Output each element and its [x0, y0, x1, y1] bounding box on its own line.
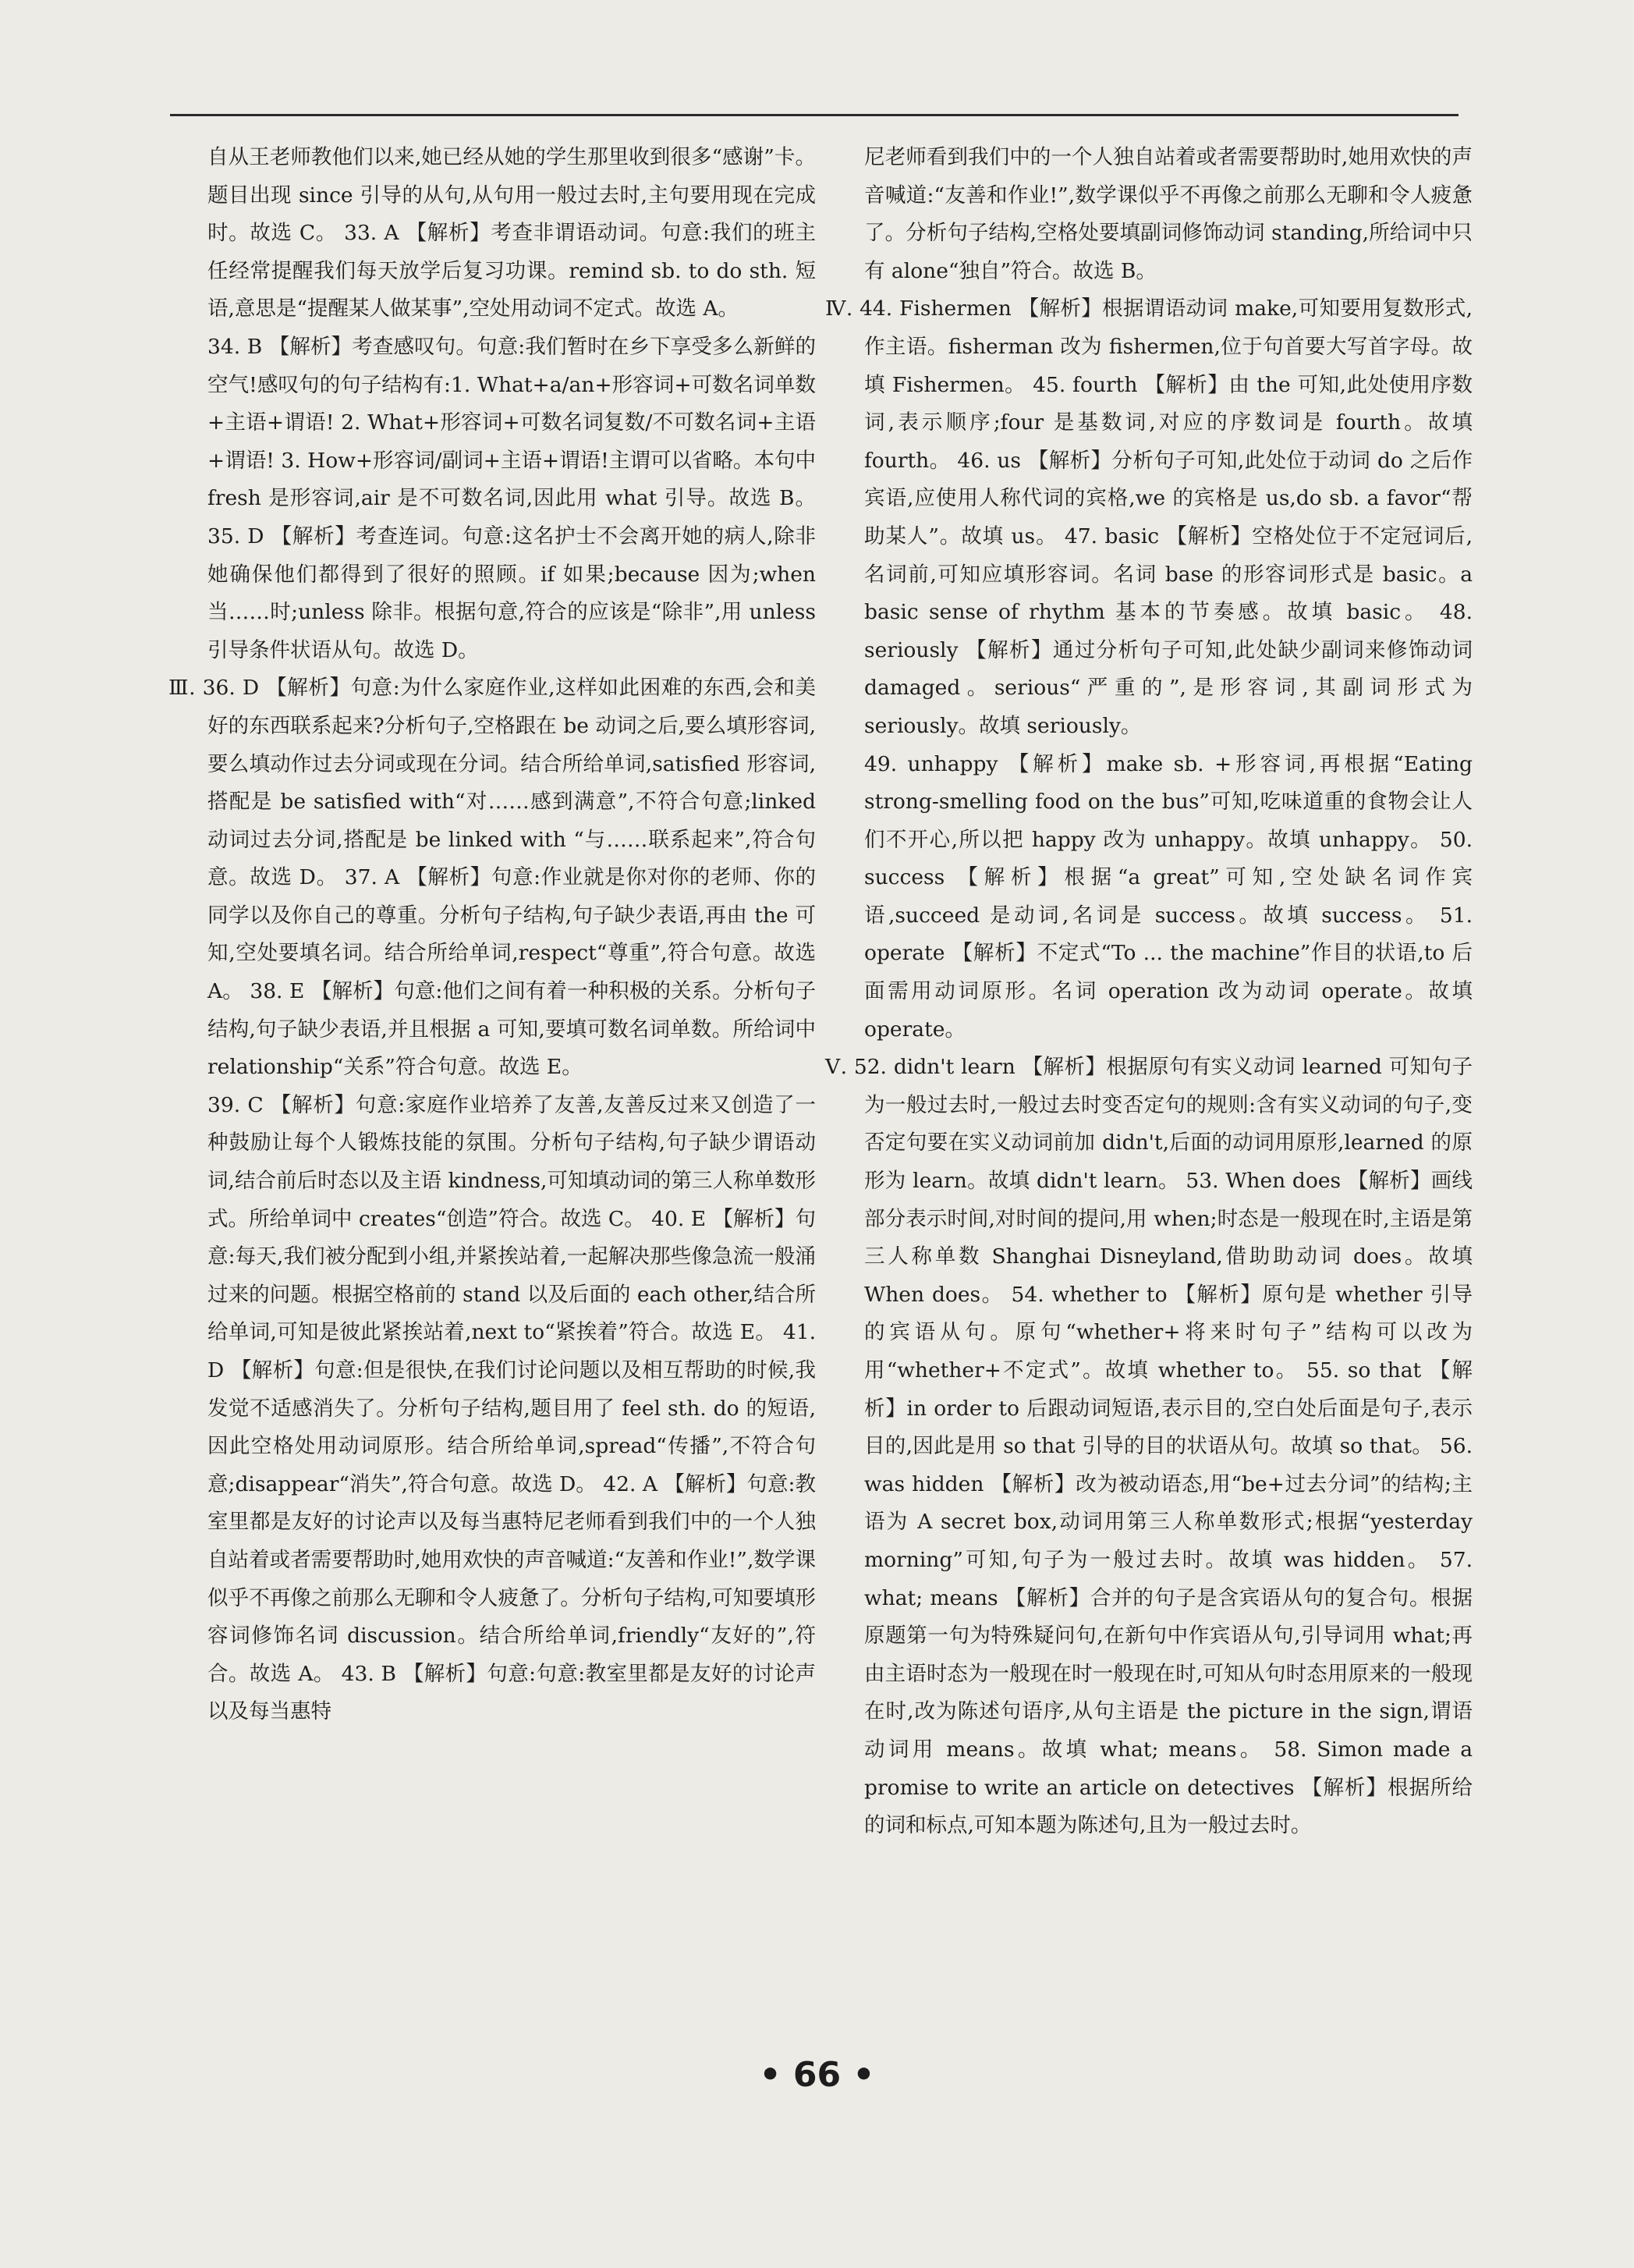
page-number: • 66 • [759, 2055, 875, 2095]
paragraph-p4: 39. C 【解析】句意:家庭作业培养了友善,友善反过来又创造了一种鼓励让每个人锻炼技能的氛围。分析句子结构,句子缺少谓语动词,结合前后时态以及主语 kindness,可知填动词的第三人称单数形式。所给单词中 creates“创造”符合。故选 C。 40. E 【解析】句意:每天,我们被分配到小组,并紧挨站着,一起解决那些像急流一般涌过来的问题。根据空格前的 stand 以及后面的 each other,结合所给单词,可知是彼此紧挨站着,next to“紧挨着”符合。故选 E。 41. D 【解析】句意:但是很快,在我们讨论问题以及相互帮助的时候,我发觉不适感消失了。分析句子结构,题目用了 feel sth. do 的短语,因此空格处用动词原形。结合所给单词,spread“传播”,不符合句意;disappear“消失”,符合句意。故选 D。 42. A 【解析】句意:教室里都是友好的讨论声以及每当惠特尼老师看到我们中的一个人独自站着或者需要帮助时,她用欢快的声音喊道:“友善和作业!”,数学课似乎不再像之前那么无聊和令人疲惫了。分析句子结构,可知要填形容词修饰名词 discussion。结合所给单词,friendly“友好的”,符合。故选 A。 43. B 【解析】句意:句意:教室里都是友好的讨论声以及每当惠特 [207, 1092, 816, 1724]
paragraph-p5: 尼老师看到我们中的一个人独自站着或者需要帮助时,她用欢快的声音喊道:“友善和作业!”,数学课似乎不再像之前那么无聊和令人疲惫了。分析句子结构,空格处要填副词修饰动词 standing,所给词中只有 alone“独自”符合。故选 B。 [864, 145, 1473, 283]
paragraph-p3: Ⅲ. 36. D 【解析】句意:为什么家庭作业,这样如此困难的东西,会和美好的东西联系起来?分析句子,空格跟在 be 动词之后,要么填形容词,要么填动作过去分词或现在分词。结合所给单词,satisfied 形容词,搭配是 be satisfied with“对……感到满意”,不符合句意;linked 动词过去分词,搭配是 be linked with “与……联系起来”,符合句意。故选 D。 37. A 【解析】句意:作业就是你对你的老师、你的同学以及你自己的尊重。分析句子结构,句子缺少表语,再由 the 可知,空处要填名词。结合所给单词,respect“尊重”,符合句意。故选 A。 38. E 【解析】句意:他们之间有着一种积极的关系。分析句子结构,句子缺少表语,并且根据 a 可知,要填可数名词单数。所给词中 relationship“关系”符合句意。故选 E。 [168, 676, 816, 1080]
paragraph-p1: 自从王老师教他们以来,她已经从她的学生那里收到很多“感谢”卡。题目出现 since 引导的从句,从句用一般过去时,主句要用现在完成时。故选 C。 33. A 【解析】考查非谓语动词。句意:我们的班主任经常提醒我们每天放学后复习功课。remind sb. to do sth. 短语,意思是“提醒某人做某事”,空处用动词不定式。故选 A。 [207, 145, 816, 321]
paragraph-p8: Ⅴ. 52. didn't learn 【解析】根据原句有实义动词 learned 可知句子为一般过去时,一般过去时变否定句的规则:含有实义动词的句子,变否定句要在实义动词前加 didn't,后面的动词用原形,learned 的原形为 learn。故填 didn't learn。 53. When does 【解析】画线部分表示时间,对时间的提问,用 when;时态是一般现在时,主语是第三人称单数 Shanghai Disneyland,借助助动词 does。故填 When does。 54. whether to 【解析】原句是 whether 引导的宾语从句。原句“whether+将来时句子”结构可以改为用“whether+不定式”。故填 whether to。 55. so that 【解析】in order to 后跟动词短语,表示目的,空白处后面是句子,表示目的,因此是用 so that 引导的目的状语从句。故填 so that。 56. was hidden 【解析】改为被动语态,用“be+过去分词”的结构;主语为 A secret box,动词用第三人称单数形式;根据“yesterday morning”可知,句子为一般过去时。故填 was hidden。 57. what; means 【解析】合并的句子是含宾语从句的复合句。根据原题第一句为特殊疑问句,在新句中作宾语从句,引导词用 what;再由主语时态为一般现在时一般现在时,可知从句时态用原来的一般现在时,改为陈述句语序,从句主语是 the picture in the sign,谓语动词用 means。故填 what; means。 58. Simon made a promise to write an article on detectives 【解析】根据所给的词和标点,可知本题为陈述句,且为一般过去时。 [825, 1055, 1473, 1838]
paragraph-p2: 34. B 【解析】考查感叹句。句意:我们暂时在乡下享受多么新鲜的空气!感叹句的句子结构有:1. What+a/an+形容词+可数名词单数+主语+谓语! 2. What+形容词+可数名词复数/不可数名词+主语+谓语! 3. How+形容词/副词+主语+谓语!主谓可以省略。本句中 fresh 是形容词,air 是不可数名词,因此用 what 引导。故选 B。 35. D 【解析】考查连词。句意:这名护士不会离开她的病人,除非她确保他们都得到了很好的照顾。if 如果;because 因为;when 当……时;unless 除非。根据句意,符合的应该是“除非”,用 unless 引导条件状语从句。故选 D。 [207, 334, 816, 662]
paragraph-p6: Ⅳ. 44. Fishermen 【解析】根据谓语动词 make,可知要用复数形式,作主语。fisherman 改为 fishermen,位于句首要大写首字母。故填 Fishermen。 45. fourth 【解析】由 the 可知,此处使用序数词,表示顺序;four 是基数词,对应的序数词是 fourth。故填 fourth。 46. us 【解析】分析句子可知,此处位于动词 do 之后作宾语,应使用人称代词的宾格,we 的宾格是 us,do sb. a favor“帮助某人”。故填 us。 47. basic 【解析】空格处位于不定冠词后,名词前,可知应填形容词。名词 base 的形容词形式是 basic。a basic sense of rhythm 基本的节奏感。故填 basic。 48. seriously 【解析】通过分析句子可知,此处缺少副词来修饰动词 damaged。serious“严重的”,是形容词,其副词形式为 seriously。故填 seriously。 [825, 296, 1473, 738]
left-column [168, 139, 816, 1731]
paragraph-p7: 49. unhappy 【解析】make sb. +形容词,再根据“Eating strong-smelling food on the bus”可知,吃味道重的食物会让人们不开心,所以把 happy 改为 unhappy。故填 unhappy。 50. success 【解析】根据“a great”可知,空处缺名词作宾语,succeed 是动词,名词是 success。故填 success。 51. operate 【解析】不定式“To ... the machine”作目的状语,to 后面需用动词原形。名词 operation 改为动词 operate。故填 operate。 [864, 751, 1473, 1042]
top-rule [170, 114, 1459, 116]
right-column [825, 139, 1473, 1845]
